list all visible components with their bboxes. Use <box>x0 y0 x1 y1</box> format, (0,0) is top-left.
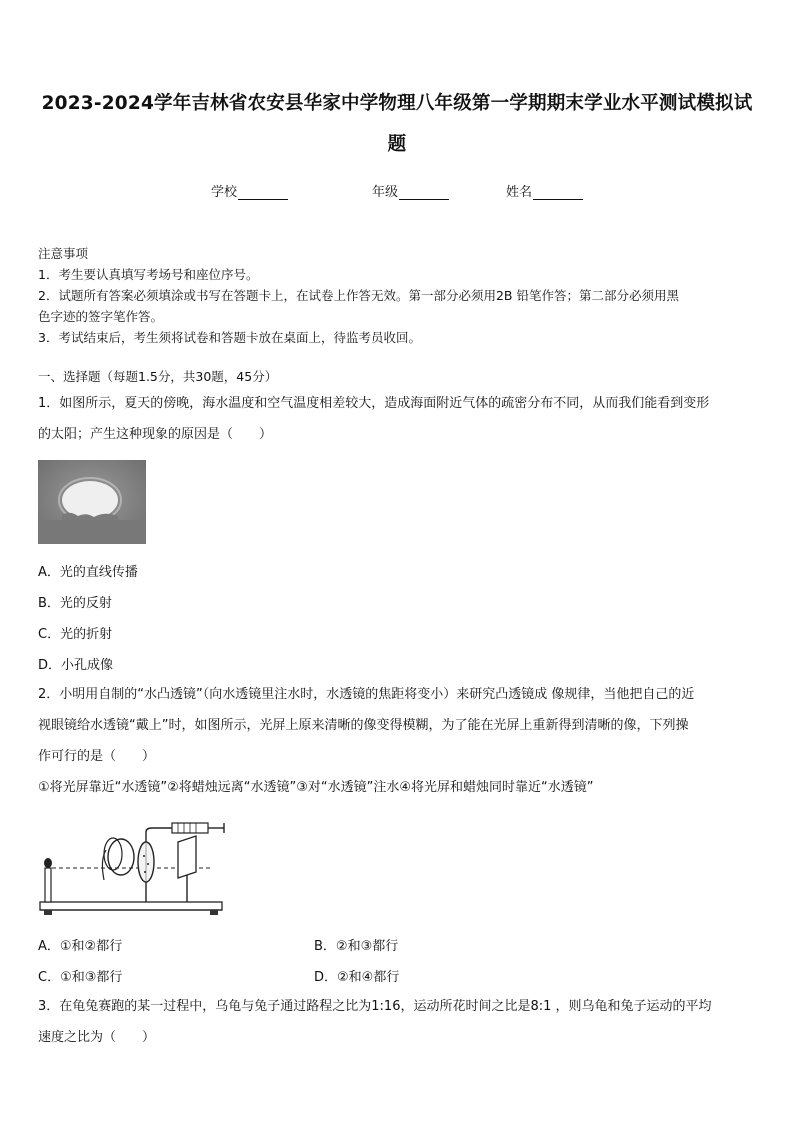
grade-blank[interactable] <box>399 186 449 200</box>
question-1-line: 的太阳；产生这种现象的原因是（ ） <box>38 427 273 442</box>
grade-label: 年级 <box>372 185 399 200</box>
q1-option-d[interactable]: D．小孔成像 <box>38 658 114 673</box>
question-2-line: 2．小明用自制的“水凸透镜”（向水透镜里注水时，水透镜的焦距将变小）来研究凸透镜成 像规律，当他把自己的近 <box>38 687 695 702</box>
question-3-line: 速度之比为（ ） <box>38 1030 156 1045</box>
question-2-line: 视眼镜给水透镜“戴上”时，如图所示，光屏上原来清晰的像变得模糊，为了能在光屏上重新得到清晰的像，下列操 <box>38 718 689 733</box>
school-blank[interactable] <box>238 186 288 200</box>
note-item: 3．考试结束后，考生须将试卷和答题卡放在桌面上，待监考员收回。 <box>38 330 421 345</box>
notes-block <box>38 243 760 348</box>
school-field[interactable] <box>211 181 288 200</box>
q2-option-b[interactable]: B．②和③都行 <box>314 939 399 954</box>
q2-option-d[interactable]: D．②和④都行 <box>314 970 400 985</box>
name-field[interactable] <box>506 181 583 200</box>
note-item: 色字迹的签字笔作答。 <box>38 309 164 324</box>
water-lens-diagram <box>38 820 238 920</box>
note-item: 1．考生要认真填写考场号和座位序号。 <box>38 267 259 282</box>
q1-option-b[interactable]: B．光的反射 <box>38 596 112 611</box>
notes-heading: 注意事项 <box>38 246 89 261</box>
page-title: 2023-2024学年吉林省农安县华家中学物理八年级第一学期期末学业水平测试模拟试 <box>41 93 753 114</box>
question-3-line: 3．在龟兔赛跑的某一过程中，乌龟与兔子通过路程之比为1:16，运动所花时间之比是8:1 ，则乌龟和兔子运动的平均 <box>38 999 712 1014</box>
note-item: 2．试题所有答案必须填涂或书写在答题卡上，在试卷上作答无效。第一部分必须用2B 铅笔作答；第二部分必须用黑 <box>38 288 679 303</box>
section-heading: 一、选择题（每题1.5分，共30题，45分） <box>38 369 278 384</box>
page-title-continued: 题 <box>387 134 407 155</box>
q1-option-a[interactable]: A．光的直线传播 <box>38 565 138 580</box>
question-2-line: 作可行的是（ ） <box>38 749 156 764</box>
q2-option-a[interactable]: A．①和②都行 <box>38 939 123 954</box>
grade-field[interactable] <box>372 181 449 200</box>
q2-option-c[interactable]: C．①和③都行 <box>38 970 123 985</box>
question-1-line: 1．如图所示，夏天的傍晚，海水温度和空气温度相差较大，造成海面附近气体的疏密分布不同，从而我们能看到变形 <box>38 396 710 411</box>
question-2-statements: ①将光屏靠近“水透镜”②将蜡烛远离“水透镜”③对“水透镜”注水④将光屏和蜡烛同时靠近“水透镜” <box>38 780 594 795</box>
q1-option-c[interactable]: C．光的折射 <box>38 627 113 642</box>
sunset-image <box>38 460 146 544</box>
school-label: 学校 <box>211 185 238 200</box>
name-blank[interactable] <box>533 186 583 200</box>
name-label: 姓名 <box>506 185 533 200</box>
